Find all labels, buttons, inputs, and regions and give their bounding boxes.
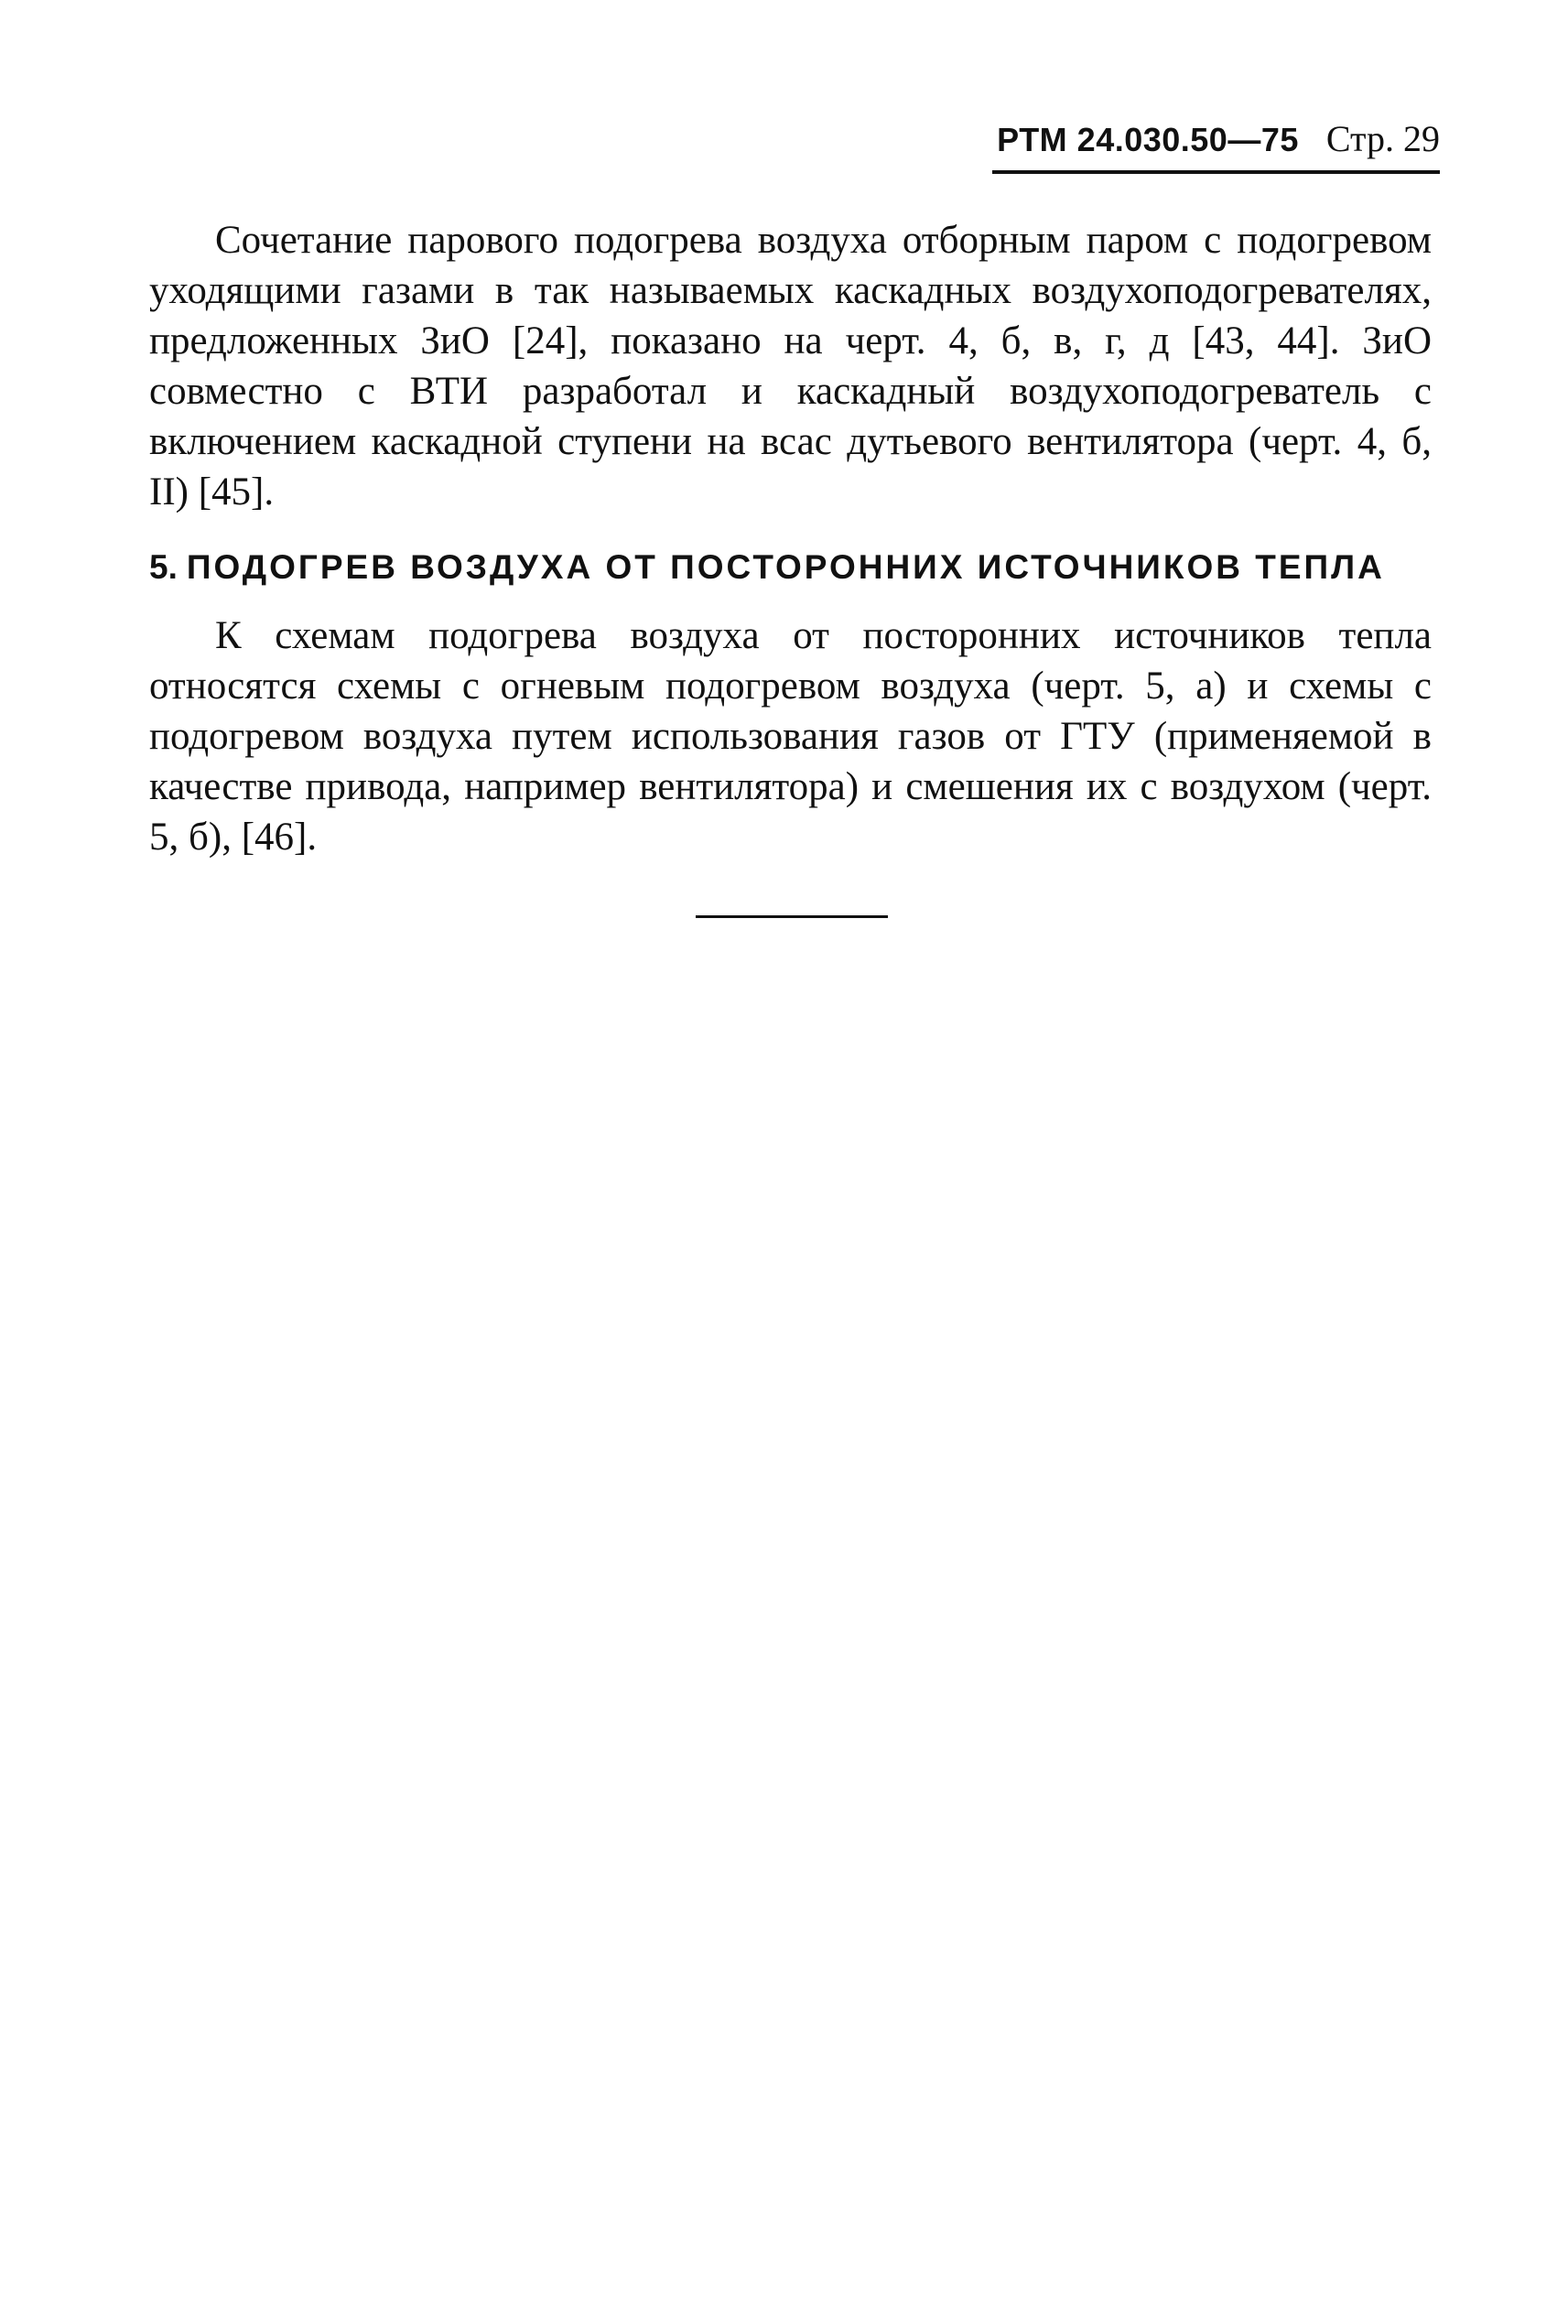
section-number: 5.	[149, 548, 178, 586]
section-heading	[149, 542, 1432, 592]
page-header	[997, 118, 1440, 159]
section-end-rule	[696, 915, 888, 918]
header-rule	[992, 170, 1440, 174]
page-number: Стр. 29	[1325, 118, 1440, 159]
page-body	[149, 215, 1432, 862]
section-title: ПОДОГРЕВ ВОЗДУХА ОТ ПОСТОРОННИХ ИСТОЧНИКОВ ТЕПЛА	[186, 548, 1385, 586]
paragraph-external-heat-sources: К схемам подогрева воздуха от посторонних источников тепла относятся схемы с огневым подогревом воздуха (черт. 5, а) и схемы с подогревом воздуха путем использования газов от ГТУ (применяемой в качестве привода, например вентилятора) и смешения их с воздухом (черт. 5, б), [46].	[149, 614, 1432, 859]
paragraph-cascade-air-heaters: Сочетание парового подогрева воздуха отборным паром с подогревом уходящими газами в так называемых каскадных воздухоподогревателях, предложенных ЗиО [24], показано на черт. 4, б, в, г, д [43, 44]. ЗиО совместно с ВТИ разработал и каскадный воздухоподогреватель с включением каскадной ступени на всас дутьевого вентилятора (черт. 4, б, II) [45].	[149, 219, 1432, 513]
document-code: РТМ 24.030.50—75	[997, 121, 1299, 158]
